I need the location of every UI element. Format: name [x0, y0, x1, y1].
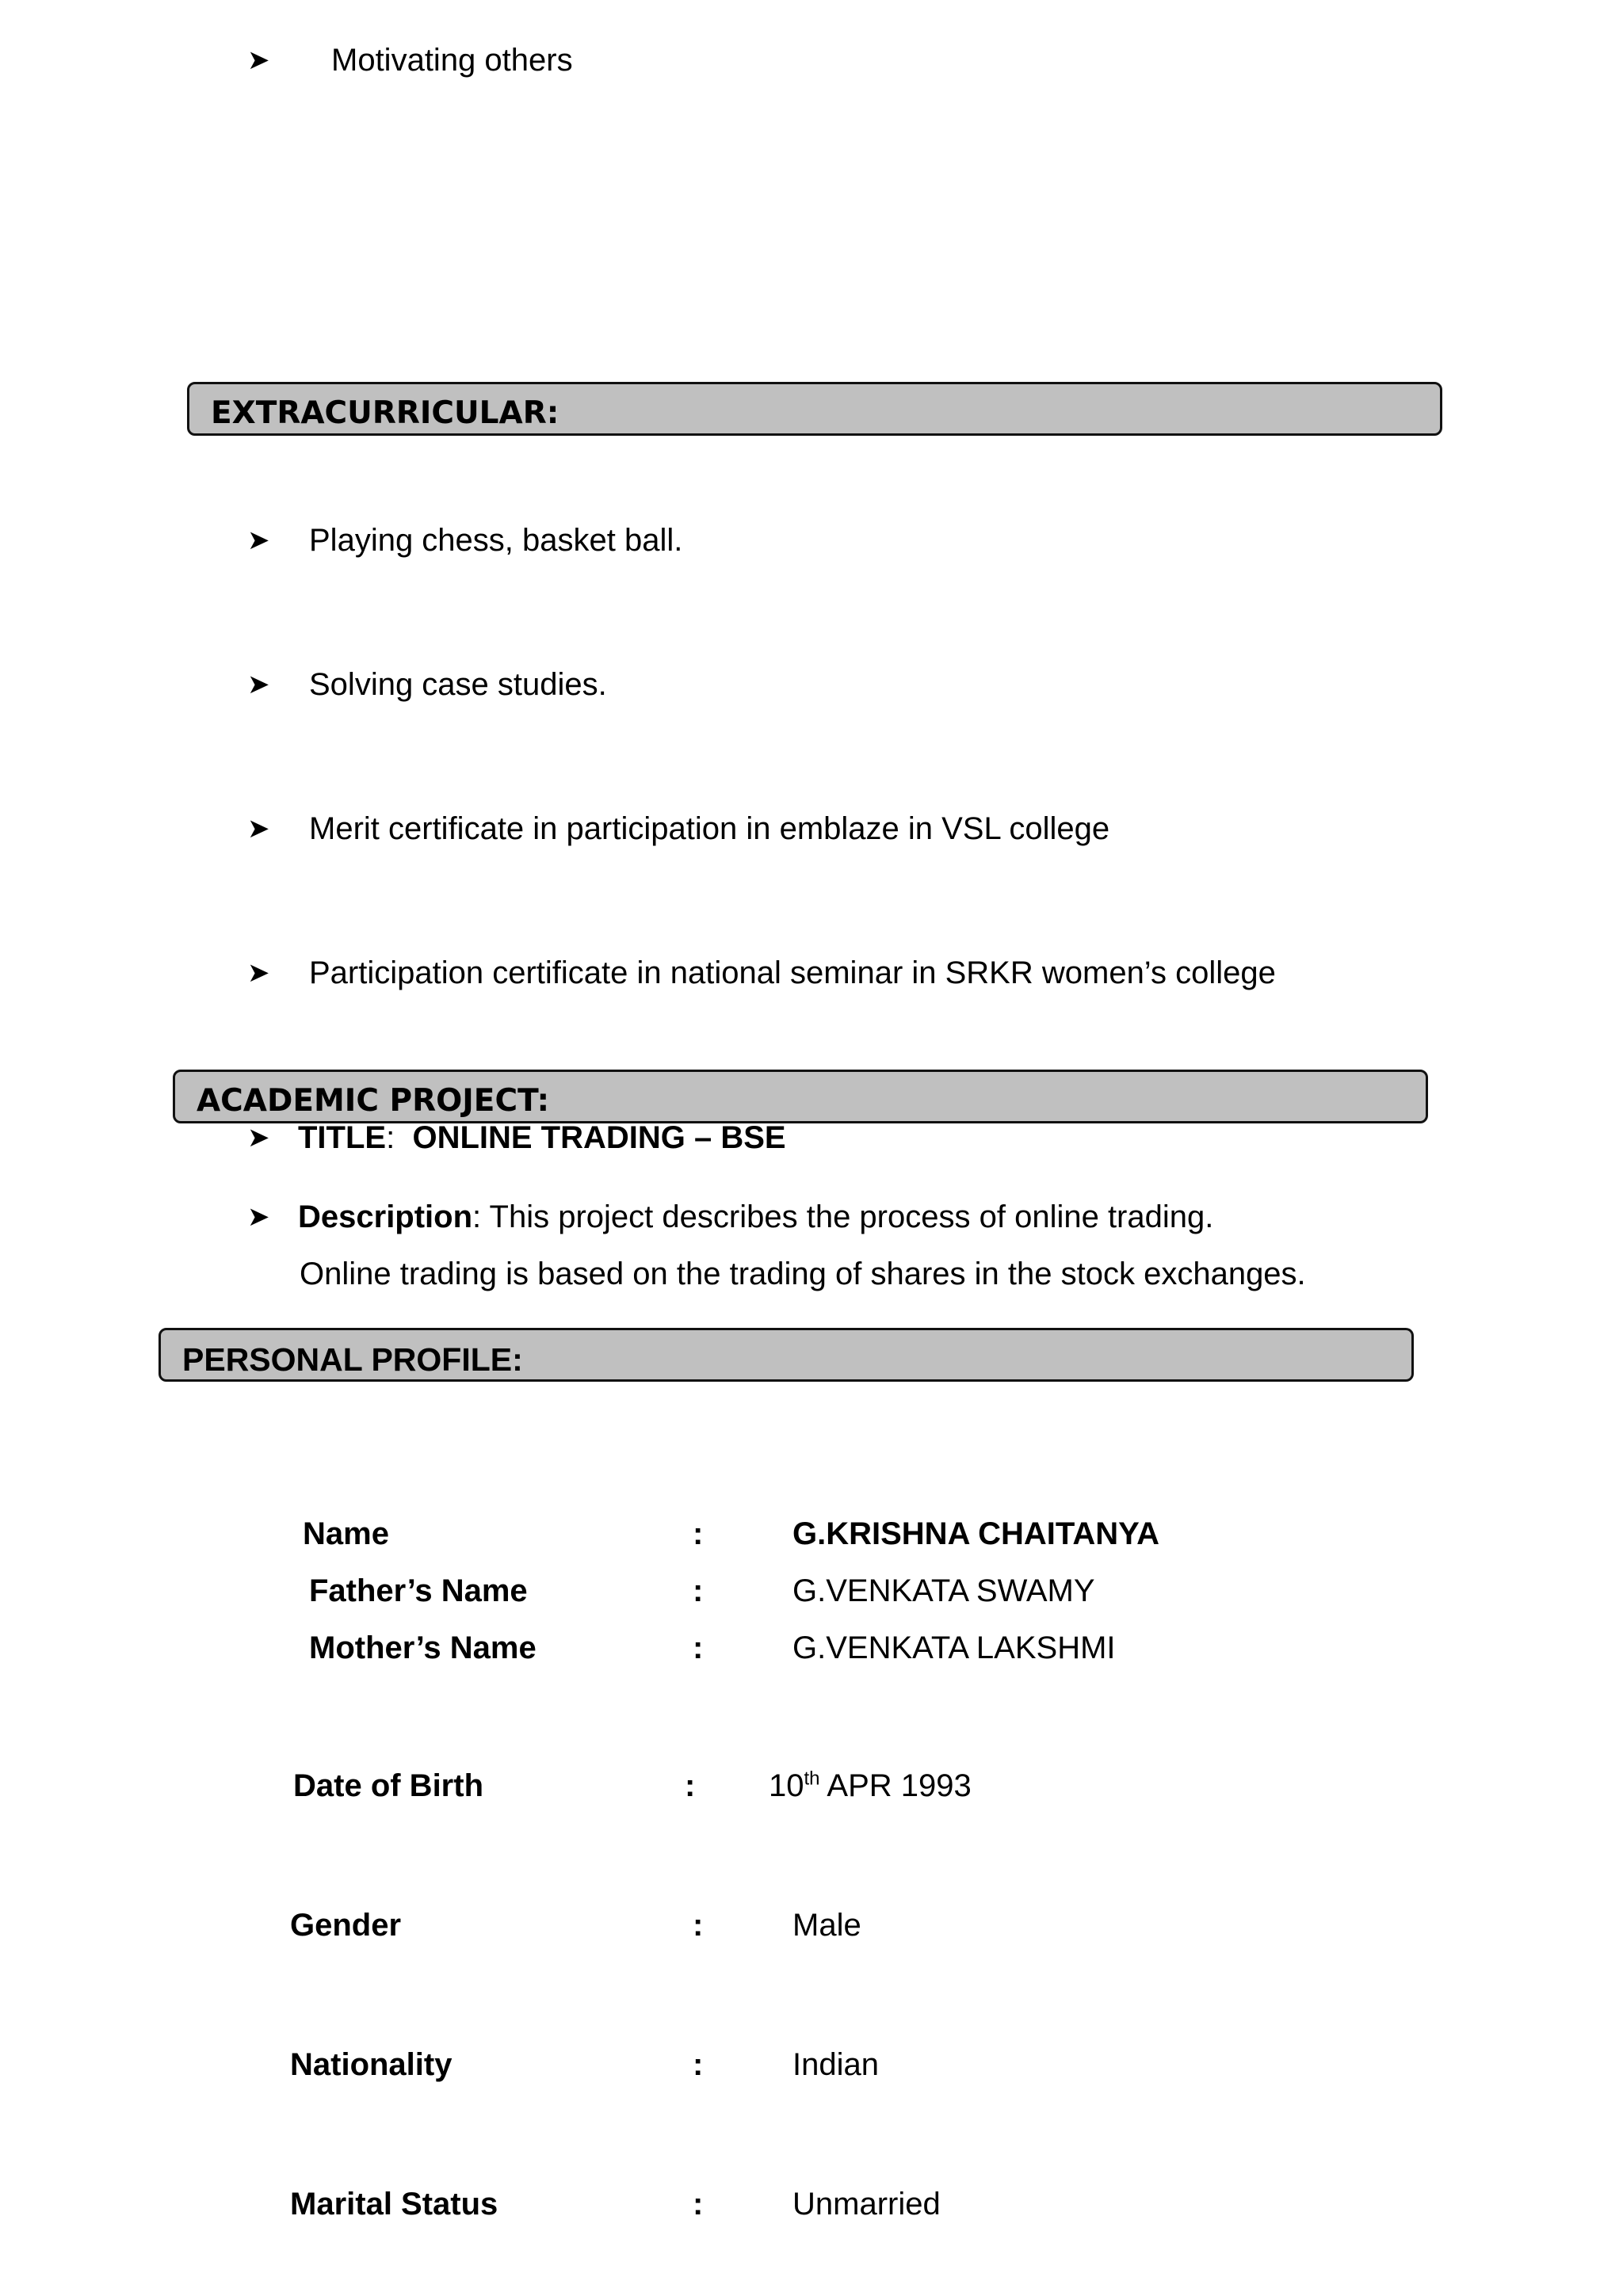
- project-title-value: ONLINE TRADING – BSE: [412, 1120, 786, 1155]
- project-title-label: TITLE: [298, 1120, 387, 1155]
- profile-label: Mother’s Name: [309, 1630, 537, 1665]
- profile-separator: :: [685, 1768, 696, 1803]
- dob-suffix: th: [804, 1768, 820, 1790]
- profile-value: G.VENKATA SWAMY: [792, 1573, 1095, 1608]
- profile-label: Date of Birth: [293, 1768, 483, 1803]
- profile-label: Name: [303, 1516, 389, 1551]
- arrowhead-bullet-icon: ➤: [247, 957, 270, 989]
- project-title-separator: :: [386, 1120, 395, 1155]
- profile-value: Unmarried: [792, 2187, 941, 2222]
- profile-separator: :: [693, 1630, 704, 1665]
- profile-separator: :: [693, 2047, 704, 2082]
- profile-label: Gender: [290, 1908, 402, 1943]
- academic-project-heading: ACADEMIC PROJECT:: [197, 1083, 550, 1119]
- profile-row-dob: [0, 1767, 1623, 1805]
- list-item-text: Merit certificate in participation in emblaze in VSL college: [309, 811, 1110, 846]
- profile-value: G.VENKATA LAKSHMI: [792, 1630, 1116, 1665]
- list-item-text: Solving case studies.: [309, 667, 607, 702]
- profile-row-nationality: [0, 2046, 1623, 2084]
- arrowhead-bullet-icon: ➤: [247, 813, 270, 845]
- profile-value: [769, 1767, 972, 1805]
- profile-value: Male: [792, 1908, 861, 1943]
- project-description-line1: : This project describes the process of online trading.: [472, 1199, 1214, 1234]
- profile-separator: :: [693, 1516, 704, 1551]
- profile-value: G.KRISHNA CHAITANYA: [792, 1516, 1159, 1551]
- profile-label: Father’s Name: [309, 1573, 528, 1608]
- arrowhead-bullet-icon: ➤: [247, 1201, 270, 1233]
- profile-label: Marital Status: [290, 2187, 498, 2222]
- profile-value: Indian: [792, 2047, 879, 2082]
- profile-label: Nationality: [290, 2047, 453, 2082]
- extracurricular-heading: EXTRACURRICULAR:: [211, 395, 559, 431]
- dob-day: 10: [769, 1768, 804, 1803]
- profile-separator: :: [693, 2187, 704, 2222]
- profile-row-name: [0, 1515, 1623, 1553]
- profile-row-gender: [0, 1906, 1623, 1944]
- dob-rest: APR 1993: [819, 1768, 972, 1803]
- profile-row-mother: [0, 1629, 1623, 1667]
- profile-row-marital: [0, 2185, 1623, 2223]
- arrowhead-bullet-icon: ➤: [247, 524, 270, 556]
- arrowhead-bullet-icon: ➤: [247, 44, 270, 76]
- list-item-text: Playing chess, basket ball.: [309, 523, 683, 558]
- personal-profile-heading: PERSONAL PROFILE:: [182, 1341, 523, 1378]
- arrowhead-bullet-icon: ➤: [247, 669, 270, 700]
- profile-separator: :: [693, 1573, 704, 1608]
- project-description-line2: Online trading is based on the trading of shares in the stock exchanges.: [300, 1257, 1306, 1291]
- list-item-text: Motivating others: [331, 43, 573, 78]
- project-description-label: Description: [298, 1199, 473, 1234]
- list-item-text: Participation certificate in national seminar in SRKR women’s college: [309, 955, 1276, 990]
- profile-row-father: [0, 1572, 1623, 1610]
- profile-separator: :: [693, 1908, 704, 1943]
- arrowhead-bullet-icon: ➤: [247, 1122, 270, 1154]
